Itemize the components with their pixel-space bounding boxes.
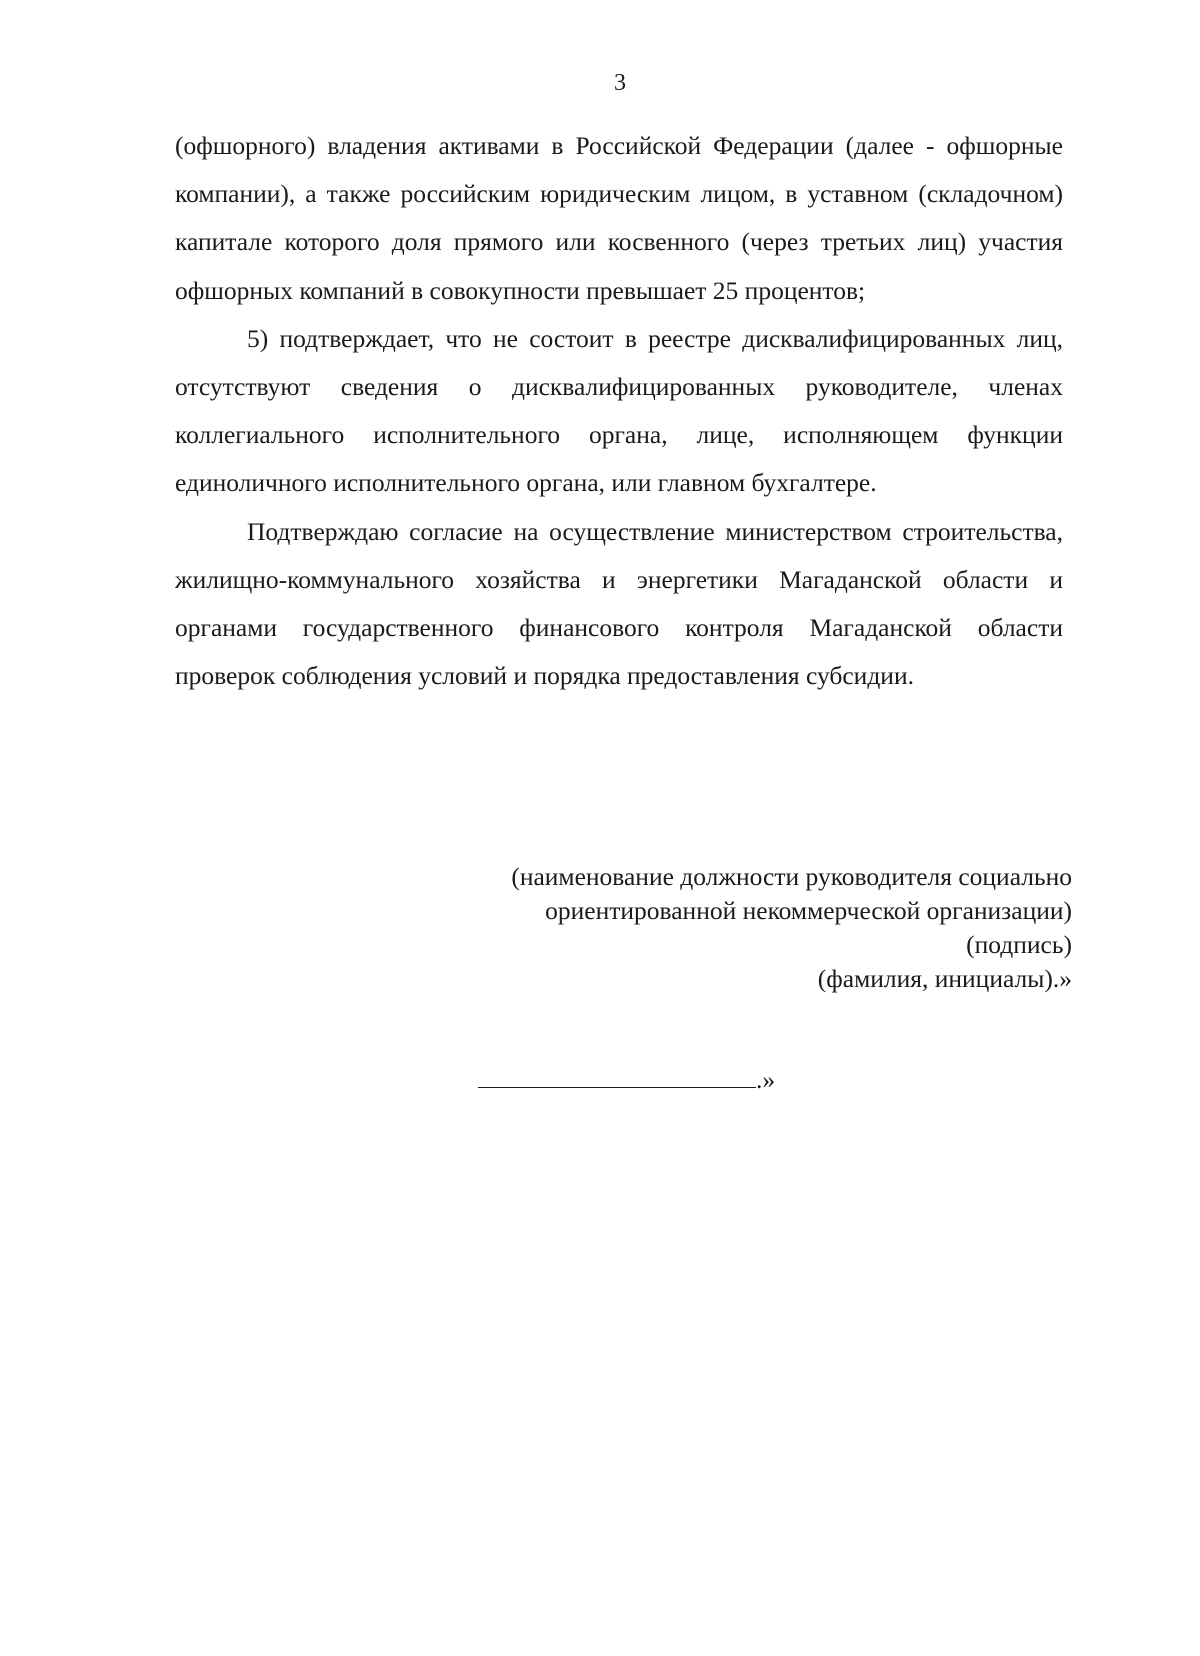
document-body — [175, 122, 1063, 700]
position-label-line-1: (наименование должности руководителя социально — [511, 862, 1072, 891]
page-number: 3 — [614, 70, 626, 96]
paragraph-consent: Подтверждаю согласие на осуществление министерством строительства, жилищно-коммунального хозяйства и энергетики Магаданской области и органами государственного финансового контроля Магаданской области проверок соблюдения условий и порядка предоставления субсидии. — [175, 516, 1063, 691]
name-initials-label: (фамилия, инициалы).» — [817, 964, 1072, 993]
underline-blank — [478, 1065, 756, 1088]
signature-label: (подпись) — [966, 930, 1072, 959]
signature-block — [511, 860, 1072, 996]
closing-quote: .» — [756, 1065, 776, 1094]
paragraph-item-5: 5) подтверждает, что не состоит в реестре дисквалифицированных лиц, отсутствуют сведения о дисквалифицированных руководителе, членах коллегиального исполнительного органа, лице, исполняющем функции единоличного исполнительного органа, или главном бухгалтере. — [175, 323, 1063, 498]
position-label-line-2: ориентированной некоммерческой организации) — [545, 896, 1072, 925]
paragraph-offshore-continuation: (офшорного) владения активами в Российской Федерации (далее - офшорные компании), а также российским юридическим лицом, в уставном (складочном) капитале которого доля прямого или косвенного (через третьих лиц) участия офшорных компаний в совокупности превышает 25 процентов; — [175, 131, 1063, 305]
closing-blank-line — [478, 1065, 775, 1095]
